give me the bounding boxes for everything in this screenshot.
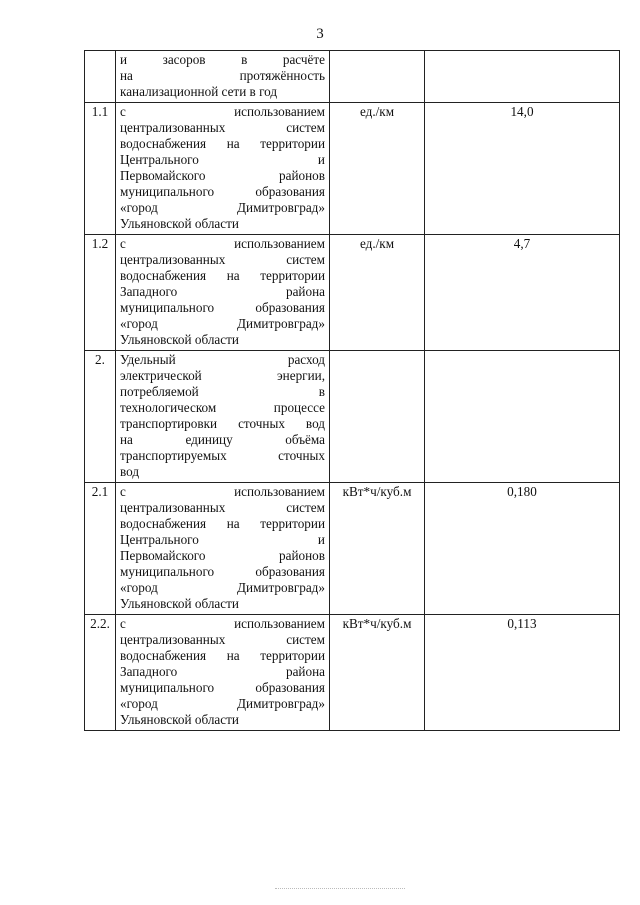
row-number: 2.	[85, 351, 116, 483]
description-line: «город Димитровград»	[120, 200, 325, 215]
description-line: водоснабжения на территории	[120, 516, 325, 531]
description-line: водоснабжения на территории	[120, 268, 325, 283]
description-line: с использованием	[120, 104, 325, 119]
indicator-description	[116, 351, 330, 483]
description-line: транспортировки сточных вод	[120, 416, 325, 431]
description-line: «город Димитровград»	[120, 580, 325, 595]
row-number: 1.2	[85, 235, 116, 351]
description-line: технологическом процессе	[120, 400, 325, 415]
indicator-value: 14,0	[425, 103, 620, 235]
description-line: Ульяновской области	[120, 596, 239, 611]
description-line: с использованием	[120, 236, 325, 251]
table-row	[85, 103, 620, 235]
description-line: канализационной сети в год	[120, 84, 278, 99]
row-number: 2.1	[85, 483, 116, 615]
row-number: 1.1	[85, 103, 116, 235]
description-line: централизованных систем	[120, 500, 325, 515]
unit-of-measure: кВт*ч/куб.м	[330, 483, 425, 615]
description-line: Удельный расход	[120, 352, 325, 367]
indicator-description	[116, 615, 330, 731]
indicator-description	[116, 235, 330, 351]
description-line: муниципального образования	[120, 680, 325, 695]
unit-of-measure	[330, 351, 425, 483]
description-line: централизованных систем	[120, 252, 325, 267]
unit-of-measure	[330, 51, 425, 103]
indicator-description	[116, 51, 330, 103]
indicator-value: 0,113	[425, 615, 620, 731]
description-line: транспортируемых сточных	[120, 448, 325, 463]
description-line: Ульяновской области	[120, 712, 239, 727]
row-number	[85, 51, 116, 103]
description-line: с использованием	[120, 484, 325, 499]
unit-of-measure: ед./км	[330, 235, 425, 351]
table-row	[85, 615, 620, 731]
indicators-table	[84, 50, 620, 731]
description-line: Ульяновской области	[120, 216, 239, 231]
description-line: Ульяновской области	[120, 332, 239, 347]
table-row	[85, 483, 620, 615]
unit-of-measure: кВт*ч/куб.м	[330, 615, 425, 731]
indicator-description	[116, 483, 330, 615]
table-row	[85, 51, 620, 103]
description-line: муниципального образования	[120, 564, 325, 579]
description-line: водоснабжения на территории	[120, 136, 325, 151]
table-row	[85, 351, 620, 483]
indicator-value: 4,7	[425, 235, 620, 351]
indicator-value	[425, 351, 620, 483]
indicator-value	[425, 51, 620, 103]
scan-artifact	[275, 888, 405, 890]
description-line: на протяжённость	[120, 68, 325, 83]
page-number: 3	[316, 26, 324, 42]
description-line: муниципального образования	[120, 184, 325, 199]
description-line: централизованных систем	[120, 632, 325, 647]
description-line: вод	[120, 464, 140, 479]
description-line: «город Димитровград»	[120, 316, 325, 331]
description-line: потребляемой в	[120, 384, 325, 399]
description-line: централизованных систем	[120, 120, 325, 135]
description-line: Западного района	[120, 664, 325, 679]
row-number: 2.2.	[85, 615, 116, 731]
description-line: на единицу объёма	[120, 432, 325, 447]
description-line: муниципального образования	[120, 300, 325, 315]
description-line: электрической энергии,	[120, 368, 325, 383]
description-line: Центрального и	[120, 532, 325, 547]
description-line: водоснабжения на территории	[120, 648, 325, 663]
description-line: и засоров в расчёте	[120, 52, 325, 67]
indicator-value: 0,180	[425, 483, 620, 615]
indicators-table-body	[85, 51, 620, 731]
description-line: Центрального и	[120, 152, 325, 167]
description-line: «город Димитровград»	[120, 696, 325, 711]
description-line: с использованием	[120, 616, 325, 631]
description-line: Первомайского районов	[120, 168, 325, 183]
table-row	[85, 235, 620, 351]
unit-of-measure: ед./км	[330, 103, 425, 235]
indicator-description	[116, 103, 330, 235]
description-line: Первомайского районов	[120, 548, 325, 563]
description-line: Западного района	[120, 284, 325, 299]
